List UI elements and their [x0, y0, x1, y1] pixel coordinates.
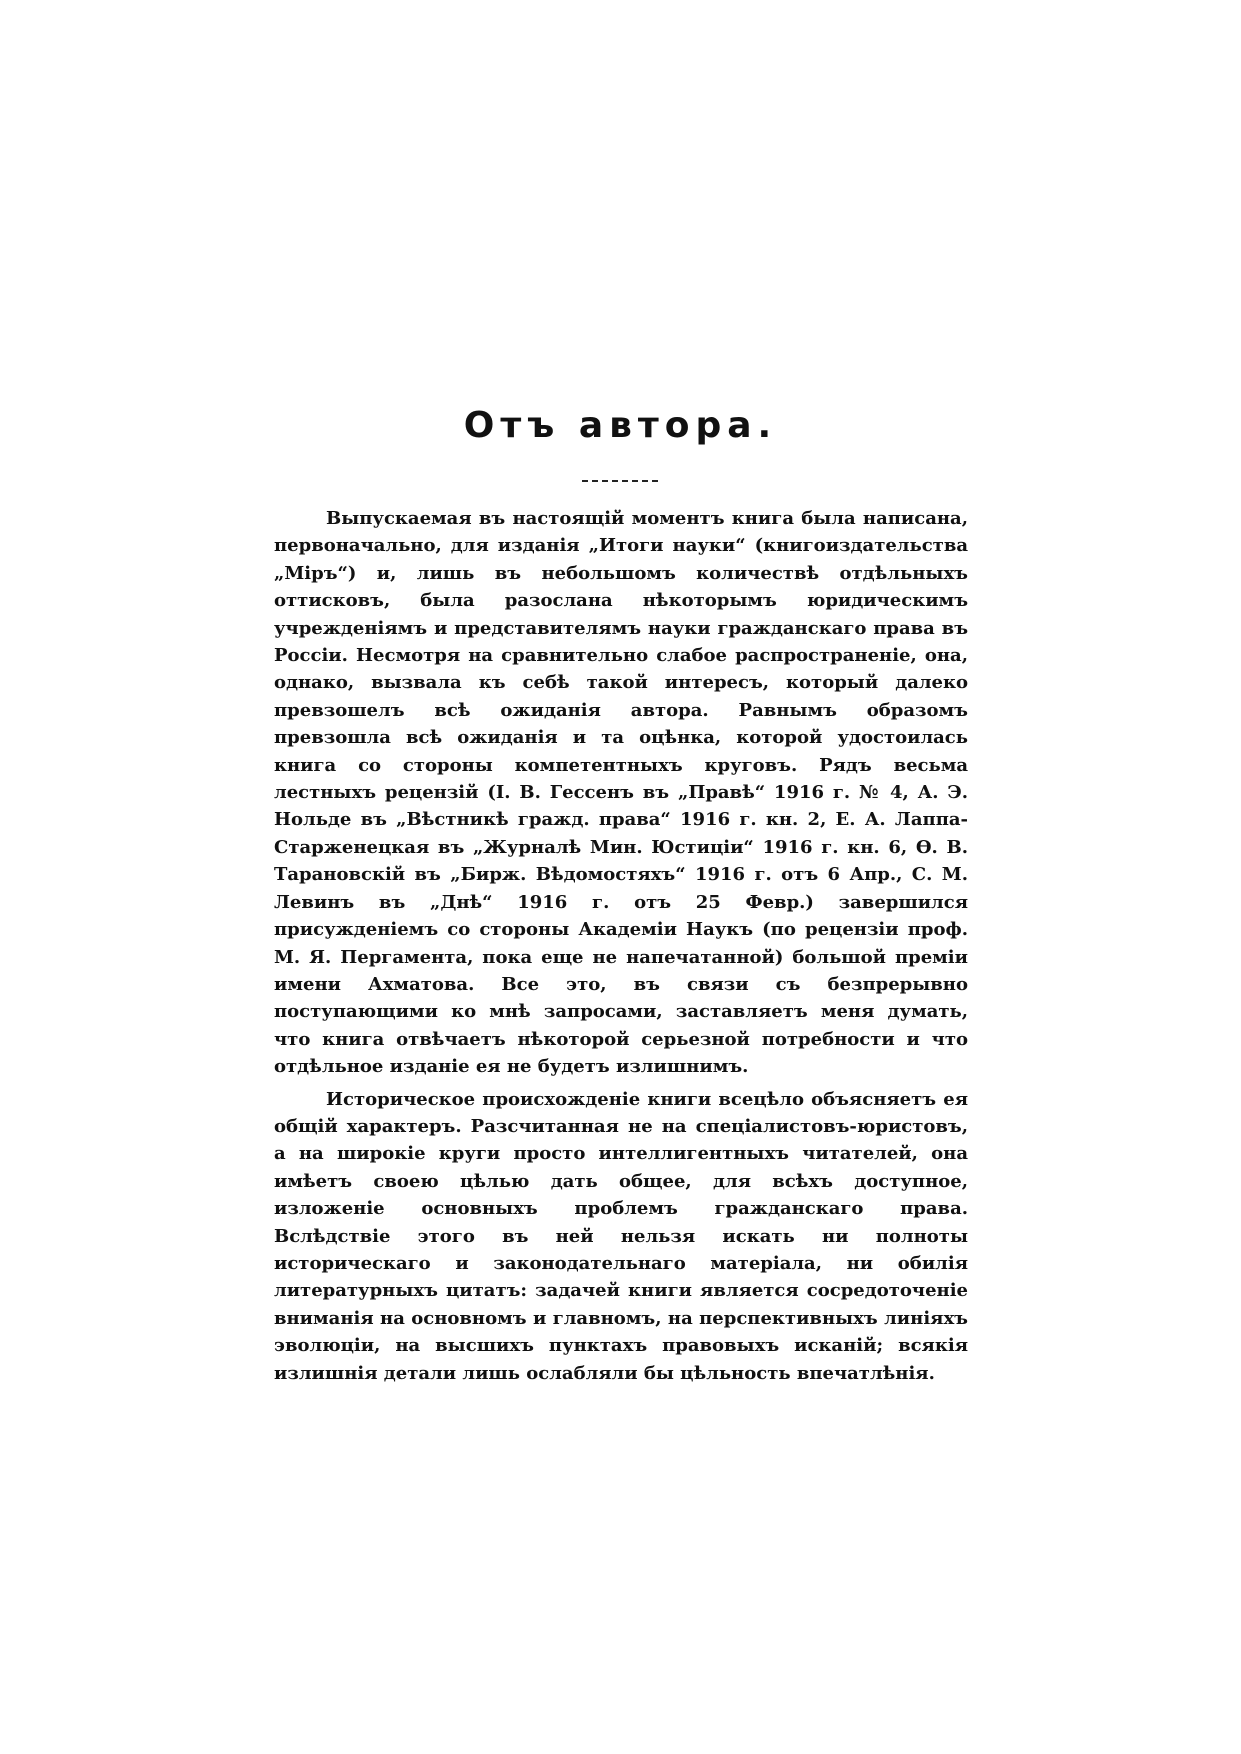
page-title: Отъ автора. [463, 405, 778, 446]
paragraph-2: Историческое происхожденіе книги всецѣло объясняетъ ея общій характеръ. Разсчитанная не на спеціалистовъ-юристовъ, а на широкіе круги просто интеллигентныхъ читателей, она имѣетъ своею цѣлью дать общее, для всѣхъ доступное, изложеніе основныхъ проблемъ гражданскаго права. Вслѣдствіе этого въ ней нельзя искать ни полноты историческаго и законодательнаго матеріала, ни обилія литературныхъ цитатъ: задачей книги является сосредоточеніе вниманія на основномъ и главномъ, на перспективныхъ линіяхъ эволюціи, на высшихъ пунктахъ правовыхъ исканій; всякія излишнія детали лишь ослабляли бы цѣльность впечатлѣнія. [274, 1088, 968, 1384]
paragraph-1: Выпускаемая въ настоящій моментъ книга была написана, первоначально, для изданія „Итоги науки“ (книгоиздательства „Міръ“) и, лишь въ небольшомъ количествѣ отдѣльныхъ оттисковъ, была разослана нѣкоторымъ юридическимъ учрежденіямъ и представителямъ науки гражданскаго права въ Россіи. Несмотря на сравнительно слабое распространеніе, она, однако, вызвала къ себѣ такой интересъ, который далеко превзошелъ всѣ ожиданія автора. Равнымъ образомъ превзошла всѣ ожиданія и та оцѣнка, которой удостоилась книга со стороны компетентныхъ круговъ. Рядъ весьма лестныхъ рецензій (І. В. Гессенъ въ „Правѣ“ 1916 г. № 4, А. Э. Нольде въ „Вѣстникѣ гражд. права“ 1916 г. кн. 2, Е. А. Лаппа-Старженецкая въ „Журналѣ Мин. Юстиціи“ 1916 г. кн. 6, Ѳ. В. Тарановскій въ „Бирж. Вѣдомостяхъ“ 1916 г. отъ 6 Апр., С. М. Левинъ въ „Днѣ“ 1916 г. отъ 25 Февр.) завершился присужденіемъ со стороны Академіи Наукъ (по рецензіи проф. М. Я. Пергамента, пока еще не напечатанной) большой преміи имени Ахматова. Все это, въ связи съ безпрерывно поступающими ко мнѣ запросами, заставляетъ меня думать, что книга отвѣчаетъ нѣкоторой серьезной потребности и что отдѣльное изданіе ея не будетъ излишнимъ. [274, 508, 968, 1078]
foreword-text [274, 505, 968, 1387]
title-divider [582, 480, 658, 482]
